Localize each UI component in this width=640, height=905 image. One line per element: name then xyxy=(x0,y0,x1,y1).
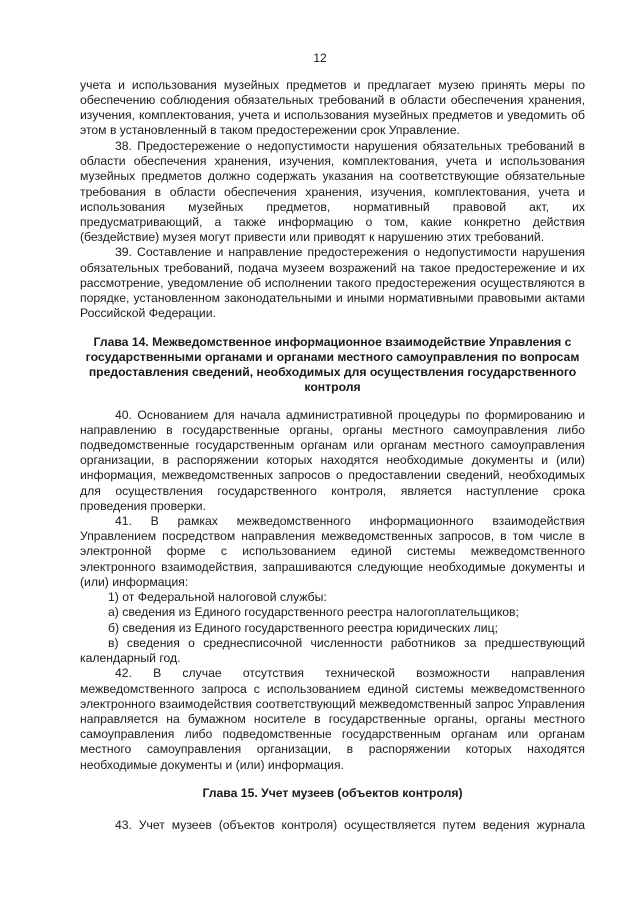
text-line: требования в области обеспечения хранения, изучения, комплектования, учета и xyxy=(80,185,585,199)
text-line: календарный год. xyxy=(80,651,181,665)
text-line: использования музейных предметов, нормативный правовой акт, их xyxy=(80,200,585,214)
text-line: б) сведения из Единого государственного реестра юридических лиц; xyxy=(108,621,498,635)
text-line: изучения, комплектования, учета и использования музейных предметов и уведомить об xyxy=(80,108,585,122)
chapter-heading-line: контроля xyxy=(304,380,361,394)
text-line: электронной форме с использованием единой системы межведомственного xyxy=(80,544,585,558)
chapter-heading-line: Глава 15. Учет музеев (объектов контроля) xyxy=(202,786,463,800)
chapter-heading-line: государственными органами и органами местного самоуправления по вопросам xyxy=(85,350,580,364)
text-line: местного самоуправления организации, в распоряжении которых находятся xyxy=(80,742,585,756)
chapter-heading-line: Глава 14. Межведомственное информационное взаимодействие Управления с xyxy=(93,335,572,349)
text-line: электронного взаимодействия, запрашиваются следующие необходимые документы и xyxy=(80,560,585,574)
page-number: 12 xyxy=(313,51,327,65)
text-line: этом в установленный в таком предостережении срок Управление. xyxy=(80,123,460,137)
text-line: а) сведения из Единого государственного реестра налогоплательщиков; xyxy=(108,605,519,619)
text-line: 41. В рамках межведомственного информационного взаимодействия xyxy=(115,514,585,528)
text-line: области обеспечения хранения, изучения, комплектования, учета и использования xyxy=(80,154,585,168)
text-line: (или) информация: xyxy=(80,575,189,589)
text-line: направляется на бумажном носителе в государственные органы, органы местного xyxy=(80,712,585,726)
text-line: Российской Федерации. xyxy=(80,306,216,320)
text-line: для осуществления государственного контроля, является наступление срока xyxy=(80,484,585,498)
text-line: музейных предметов должно содержать указания на соответствующие обязательные xyxy=(80,169,585,183)
text-line: подведомственные государственным органам или органам местного самоуправления xyxy=(80,438,585,452)
text-line: в) сведения о среднесписочной численности работников за предшествующий xyxy=(108,636,585,650)
text-line: 1) от Федеральной налоговой службы: xyxy=(108,590,327,604)
text-line: 39. Составление и направление предостережения о недопустимости нарушения xyxy=(115,245,585,259)
text-line: порядке, установленном законодательными и иными нормативными правовыми актами xyxy=(80,291,585,305)
text-line: направлению в государственные органы, органы местного самоуправления либо xyxy=(80,423,585,437)
text-line: (бездействие) музея могут привести или приводят к нарушению этих требований. xyxy=(80,230,545,244)
text-line: 42. В случае отсутствия технической возможности направления xyxy=(115,666,585,680)
chapter-heading-line: предоставления сведений, необходимых для осуществления государственного xyxy=(88,365,577,379)
text-line: 40. Основанием для начала административной процедуры по формированию и xyxy=(115,408,585,422)
text-line: межведомственного запроса с использованием единой системы межведомственного xyxy=(80,682,585,696)
text-line: информация, межведомственных запросов о предоставлении сведений, необходимых xyxy=(80,468,585,482)
text-line: 38. Предостережение о недопустимости нарушения обязательных требований в xyxy=(115,139,585,153)
text-line: 43. Учет музеев (объектов контроля) осуществляется путем ведения журнала xyxy=(115,818,585,832)
text-line: обязательных требований, подача музеем возражений на такое предостережение и их xyxy=(80,261,585,275)
text-line: рассмотрение, уведомление об исполнении такого предостережения осуществляются в xyxy=(80,276,585,290)
text-line: организации, в распоряжении которых находятся необходимые документы и (или) xyxy=(80,453,585,467)
text-line: предусматривающий, а также информацию о том, какие конкретно действия xyxy=(80,215,585,229)
text-line: электронного взаимодействия соответствующий межведомственный запрос Управления xyxy=(80,697,585,711)
text-line: обеспечению соблюдения обязательных требований в области обеспечения хранения, xyxy=(80,93,585,107)
text-line: учета и использования музейных предметов и предлагает музею принять меры по xyxy=(80,78,585,92)
text-line: самоуправления либо подведомственные государственным органам или органам xyxy=(80,727,585,741)
text-line: Управлением посредством направления межведомственных запросов, в том числе в xyxy=(80,529,585,543)
text-line: необходимые документы и (или) информация. xyxy=(80,758,344,772)
text-line: проведения проверки. xyxy=(80,499,206,513)
